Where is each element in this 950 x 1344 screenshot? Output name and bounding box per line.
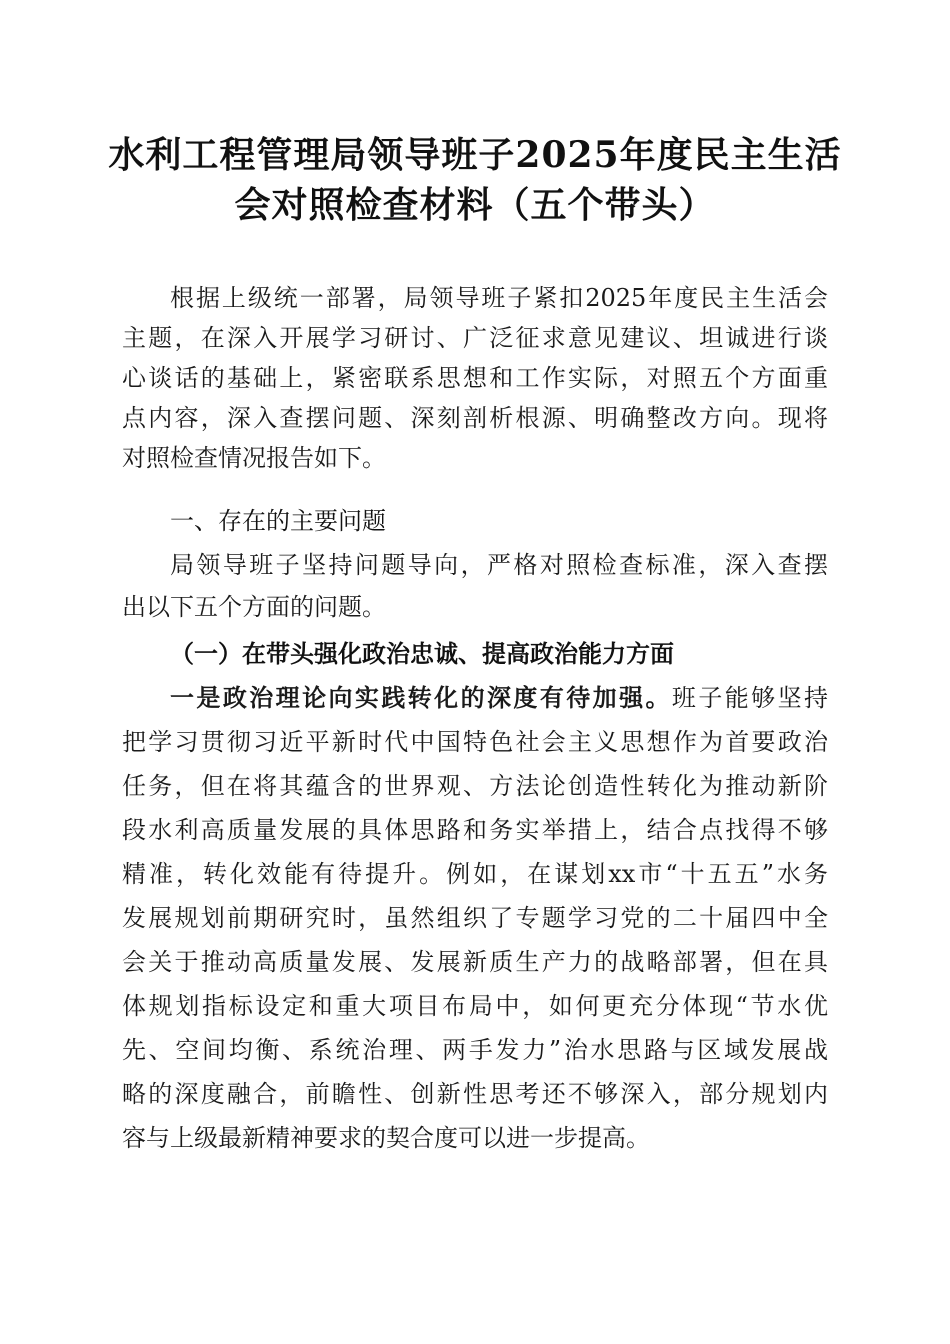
intro-line: 对照检查情况报告如下。 xyxy=(122,444,386,472)
point-line: 略的深度融合，前瞻性、创新性思考还不够深入，部分规划内 xyxy=(122,1080,828,1108)
point-line: 会关于推动高质量发展、发展新质生产力的战略部署，但在具 xyxy=(122,948,828,976)
intro-line: 根据上级统一部署，局领导班子紧扣2025年度民主生活会 xyxy=(170,284,828,312)
subsection-heading: （一）在带头强化政治忠诚、提高政治能力方面 xyxy=(170,639,674,668)
intro-line: 主题，在深入开展学习研讨、广泛征求意见建议、坦诚进行谈 xyxy=(122,324,828,352)
point-line: 容与上级最新精神要求的契合度可以进一步提高。 xyxy=(122,1124,650,1152)
intro-line: 心谈话的基础上，紧密联系思想和工作实际，对照五个方面重 xyxy=(122,364,828,392)
point-line: 任务，但在将其蕴含的世界观、方法论创造性转化为推动新阶 xyxy=(122,772,828,800)
point-line: 先、空间均衡、系统治理、两手发力”治水思路与区域发展战 xyxy=(122,1036,828,1064)
point-line: 精准，转化效能有待提升。例如，在谋划xx市“十五五”水务 xyxy=(122,860,828,888)
document-title-line-2: 会对照检查材料（五个带头） xyxy=(234,184,716,226)
section-intro-line: 出以下五个方面的问题。 xyxy=(122,593,386,621)
section-heading: 一、存在的主要问题 xyxy=(170,507,386,535)
point-first-line xyxy=(170,678,828,718)
point-line: 体规划指标设定和重大项目布局中，如何更充分体现“节水优 xyxy=(122,992,828,1020)
point-first-rest: 班子能够坚持 xyxy=(671,684,829,712)
section-intro-line: 局领导班子坚持问题导向，严格对照检查标准，深入查摆 xyxy=(170,551,828,579)
intro-line: 点内容，深入查摆问题、深刻剖析根源、明确整改方向。现将 xyxy=(122,404,828,432)
point-line: 把学习贯彻习近平新时代中国特色社会主义思想作为首要政治 xyxy=(122,728,828,756)
point-lead: 一是政治理论向实践转化的深度有待加强。 xyxy=(170,683,672,712)
point-line: 发展规划前期研究时，虽然组织了专题学习党的二十届四中全 xyxy=(122,904,828,932)
document-title-line-1: 水利工程管理局领导班子2025年度民主生活 xyxy=(108,134,842,176)
point-line: 段水利高质量发展的具体思路和务实举措上，结合点找得不够 xyxy=(122,816,828,844)
